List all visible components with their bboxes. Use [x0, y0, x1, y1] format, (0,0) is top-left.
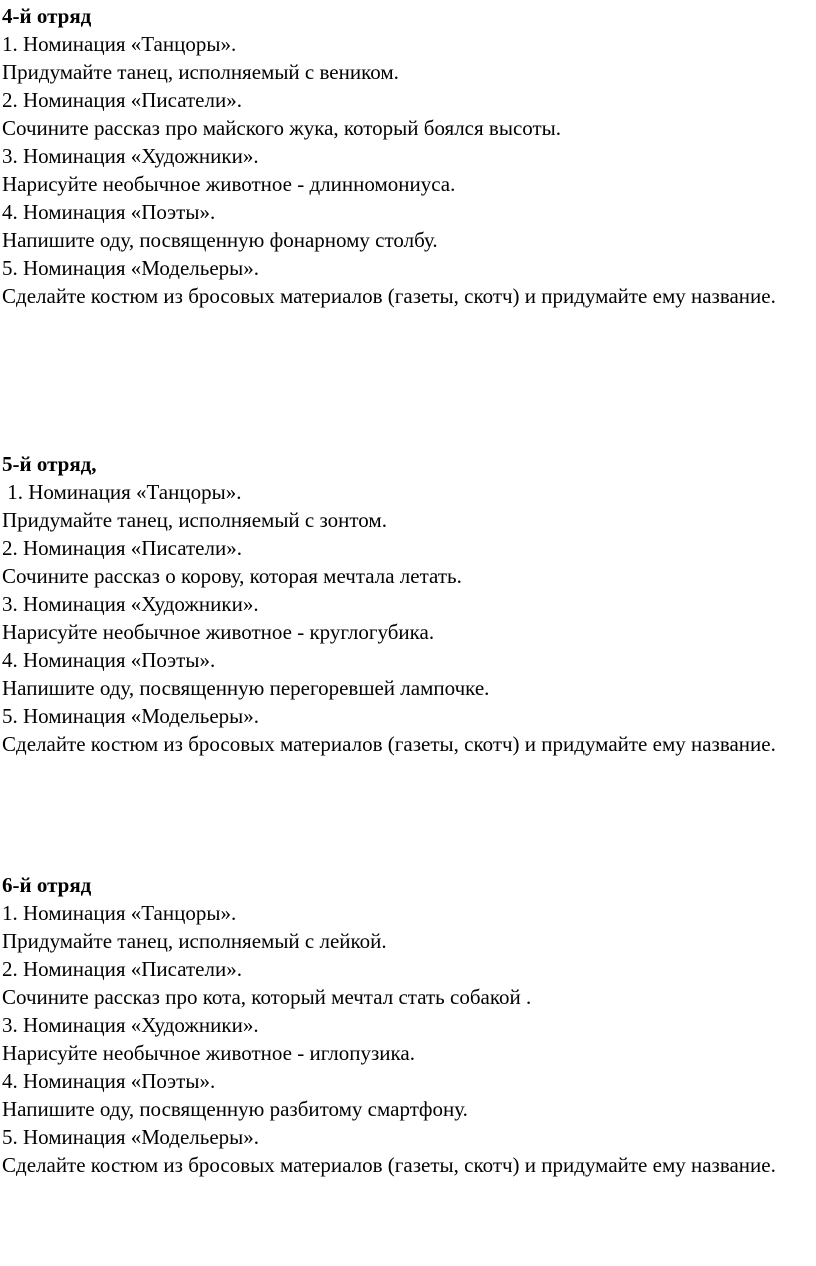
section-heading: 5-й отряд, [2, 452, 97, 476]
nomination-task: Нарисуйте необычное животное - круглогубика. [2, 620, 435, 644]
nomination-task: Сочините рассказ про майского жука, который боялся высоты. [2, 116, 562, 140]
nomination-title: 4. Номинация «Поэты». [2, 200, 216, 224]
nomination-title: 1. Номинация «Танцоры». [2, 480, 242, 504]
nomination-title: 2. Номинация «Писатели». [2, 88, 242, 112]
nomination-title: 2. Номинация «Писатели». [2, 957, 242, 981]
nomination-title: 3. Номинация «Художники». [2, 1013, 259, 1037]
nomination-title: 4. Номинация «Поэты». [2, 648, 216, 672]
nomination-task: Напишите оду, посвященную перегоревшей лампочке. [2, 676, 490, 700]
squad-section-6 [2, 871, 812, 1179]
nomination-task: Сочините рассказ о корову, которая мечтала летать. [2, 564, 462, 588]
nomination-title: 5. Номинация «Модельеры». [2, 1125, 260, 1149]
nomination-task: Напишите оду, посвященную фонарному столбу. [2, 228, 438, 252]
nomination-title: 3. Номинация «Художники». [2, 592, 259, 616]
nomination-title: 1. Номинация «Танцоры». [2, 32, 237, 56]
nomination-title: 4. Номинация «Поэты». [2, 1069, 216, 1093]
nomination-task: Придумайте танец, исполняемый с зонтом. [2, 508, 387, 532]
nomination-task: Сочините рассказ про кота, который мечтал стать собакой . [2, 985, 532, 1009]
nomination-task: Сделайте костюм из бросовых материалов (газеты, скотч) и придумайте ему название. [2, 284, 776, 308]
squad-section-5 [2, 450, 812, 758]
section-heading: 6-й отряд [2, 873, 92, 897]
squad-section-4 [2, 2, 812, 310]
nomination-task: Нарисуйте необычное животное - иглопузика. [2, 1041, 415, 1065]
nomination-title: 2. Номинация «Писатели». [2, 536, 242, 560]
nomination-title: 5. Номинация «Модельеры». [2, 704, 260, 728]
nomination-task: Напишите оду, посвященную разбитому смартфону. [2, 1097, 468, 1121]
nomination-task: Нарисуйте необычное животное - длинномониуса. [2, 172, 456, 196]
nomination-task: Придумайте танец, исполняемый с лейкой. [2, 929, 387, 953]
section-heading: 4-й отряд [2, 4, 92, 28]
nomination-title: 1. Номинация «Танцоры». [2, 901, 237, 925]
nomination-title: 5. Номинация «Модельеры». [2, 256, 260, 280]
nomination-title: 3. Номинация «Художники». [2, 144, 259, 168]
nomination-task: Придумайте танец, исполняемый с веником. [2, 60, 399, 84]
nomination-task: Сделайте костюм из бросовых материалов (газеты, скотч) и придумайте ему название. [2, 732, 776, 756]
nomination-task: Сделайте костюм из бросовых материалов (газеты, скотч) и придумайте ему название. [2, 1153, 776, 1177]
